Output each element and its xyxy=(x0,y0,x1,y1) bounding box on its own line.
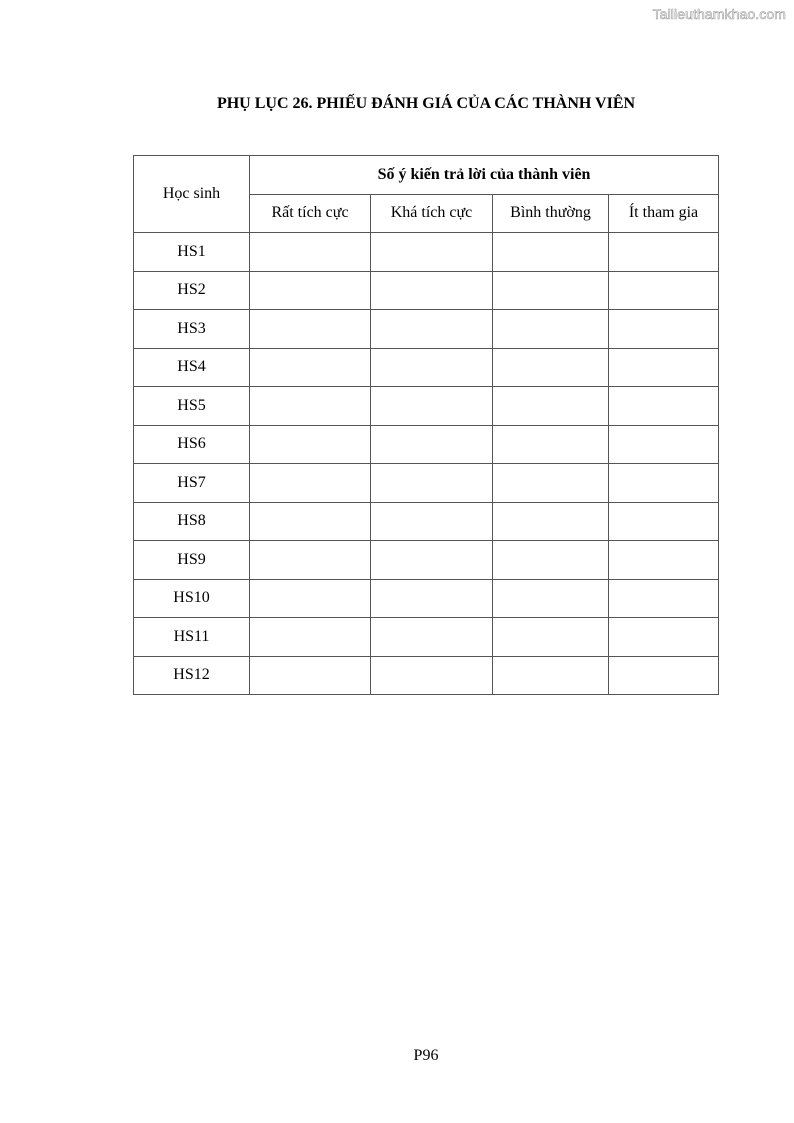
answer-cell[interactable] xyxy=(371,271,493,310)
table-row xyxy=(134,656,719,695)
table-row xyxy=(134,464,719,503)
answer-cell[interactable] xyxy=(371,310,493,349)
answer-cell[interactable] xyxy=(250,310,371,349)
table-row xyxy=(134,618,719,657)
header-student: Học sinh xyxy=(134,156,250,233)
answer-cell[interactable] xyxy=(493,464,609,503)
answer-cell[interactable] xyxy=(371,541,493,580)
student-label: HS2 xyxy=(134,271,250,310)
answer-cell[interactable] xyxy=(493,579,609,618)
answer-cell[interactable] xyxy=(250,387,371,426)
student-label: HS4 xyxy=(134,348,250,387)
table-row xyxy=(134,310,719,349)
student-label: HS8 xyxy=(134,502,250,541)
answer-cell[interactable] xyxy=(250,233,371,272)
answer-cell[interactable] xyxy=(493,348,609,387)
answer-cell[interactable] xyxy=(493,656,609,695)
answer-cell[interactable] xyxy=(493,271,609,310)
answer-cell[interactable] xyxy=(250,618,371,657)
answer-cell[interactable] xyxy=(493,233,609,272)
answer-cell[interactable] xyxy=(250,348,371,387)
student-label: HS10 xyxy=(134,579,250,618)
answer-cell[interactable] xyxy=(250,271,371,310)
answer-cell[interactable] xyxy=(250,502,371,541)
header-rarely-participate: Ít tham gia xyxy=(609,194,719,233)
table-row xyxy=(134,387,719,426)
header-fairly-active: Khá tích cực xyxy=(371,194,493,233)
answer-cell[interactable] xyxy=(609,579,719,618)
answer-cell[interactable] xyxy=(493,541,609,580)
answer-cell[interactable] xyxy=(493,618,609,657)
answer-cell[interactable] xyxy=(609,348,719,387)
header-very-active: Rất tích cực xyxy=(250,194,371,233)
student-label: HS6 xyxy=(134,425,250,464)
answer-cell[interactable] xyxy=(493,425,609,464)
answer-cell[interactable] xyxy=(493,502,609,541)
answer-cell[interactable] xyxy=(493,310,609,349)
table-row xyxy=(134,502,719,541)
student-label: HS5 xyxy=(134,387,250,426)
answer-cell[interactable] xyxy=(371,618,493,657)
student-label: HS9 xyxy=(134,541,250,580)
table-row xyxy=(134,579,719,618)
answer-cell[interactable] xyxy=(371,502,493,541)
header-response-count: Số ý kiến trả lời của thành viên xyxy=(250,156,719,195)
watermark-logo: Tailieuthamkhao.com xyxy=(652,6,786,22)
answer-cell[interactable] xyxy=(371,425,493,464)
student-label: HS7 xyxy=(134,464,250,503)
answer-cell[interactable] xyxy=(250,425,371,464)
answer-cell[interactable] xyxy=(609,618,719,657)
answer-cell[interactable] xyxy=(250,656,371,695)
answer-cell[interactable] xyxy=(609,502,719,541)
answer-cell[interactable] xyxy=(493,387,609,426)
header-normal: Bình thường xyxy=(493,194,609,233)
evaluation-table xyxy=(133,155,719,695)
answer-cell[interactable] xyxy=(371,348,493,387)
student-label: HS12 xyxy=(134,656,250,695)
answer-cell[interactable] xyxy=(609,464,719,503)
answer-cell[interactable] xyxy=(371,579,493,618)
table-row xyxy=(134,271,719,310)
table-body xyxy=(134,233,719,695)
answer-cell[interactable] xyxy=(250,464,371,503)
page-number: P96 xyxy=(413,1047,439,1064)
student-label: HS11 xyxy=(134,618,250,657)
table-row xyxy=(134,541,719,580)
answer-cell[interactable] xyxy=(609,310,719,349)
student-label: HS3 xyxy=(134,310,250,349)
answer-cell[interactable] xyxy=(609,387,719,426)
answer-cell[interactable] xyxy=(609,233,719,272)
answer-cell[interactable] xyxy=(250,579,371,618)
answer-cell[interactable] xyxy=(371,656,493,695)
answer-cell[interactable] xyxy=(250,541,371,580)
answer-cell[interactable] xyxy=(609,271,719,310)
table-row xyxy=(134,348,719,387)
answer-cell[interactable] xyxy=(609,541,719,580)
answer-cell[interactable] xyxy=(371,233,493,272)
page-title: PHỤ LỤC 26. PHIẾU ĐÁNH GIÁ CỦA CÁC THÀNH VIÊN xyxy=(216,95,636,112)
student-label: HS1 xyxy=(134,233,250,272)
answer-cell[interactable] xyxy=(371,464,493,503)
table-row xyxy=(134,425,719,464)
table-row xyxy=(134,233,719,272)
answer-cell[interactable] xyxy=(371,387,493,426)
answer-cell[interactable] xyxy=(609,656,719,695)
answer-cell[interactable] xyxy=(609,425,719,464)
